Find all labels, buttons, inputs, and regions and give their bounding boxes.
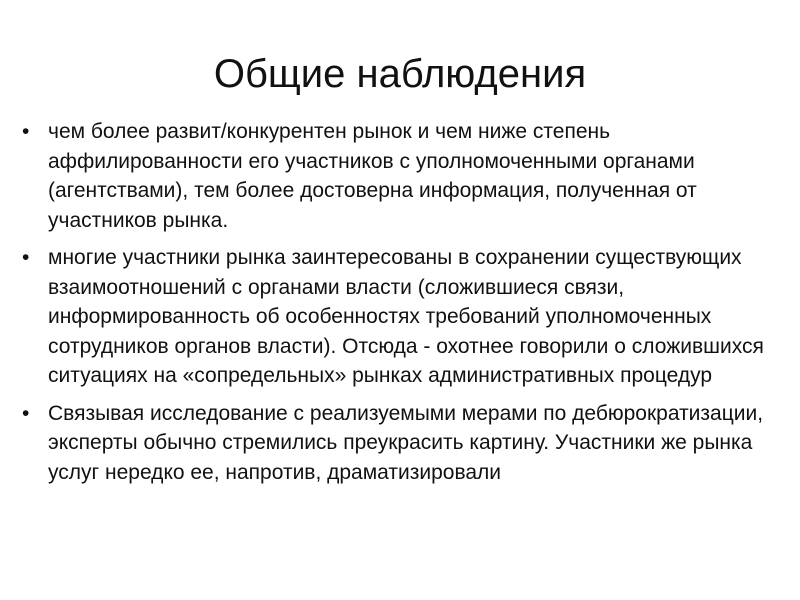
bullet-dot-icon: • <box>22 401 30 425</box>
bullet-item <box>20 117 790 235</box>
bullet-item <box>20 243 790 391</box>
bullet-dot-icon: • <box>22 246 30 269</box>
slide-title: Общие наблюдения <box>213 52 587 96</box>
bullet-dot-icon: • <box>22 120 30 143</box>
bullet-text: многие участники рынка заинтересованы в сохранении существующих взаимоотношений с органами власти (сложившиеся связи, информированность об особенностях требований уполномоченных сотрудников органов власти). Отсюда - охотнее говорили о сложившихся ситуациях на «сопредельных» рынках административных процедур <box>48 246 764 387</box>
bullet-item <box>20 399 790 488</box>
bullet-text: чем более развит/конкурентен рынок и чем ниже степень аффилированности его участников с уполномоченными органами (агентствами), тем более достоверна информация, полученная от участников рынка. <box>48 120 697 232</box>
bullet-text: Связывая исследование с реализуемыми мерами по дебюрократизации, эксперты обычно стремились преукрасить картину. Участники же рынка услуг нередко ее, напротив, драматизировали <box>48 401 764 484</box>
bullet-list <box>20 117 790 495</box>
